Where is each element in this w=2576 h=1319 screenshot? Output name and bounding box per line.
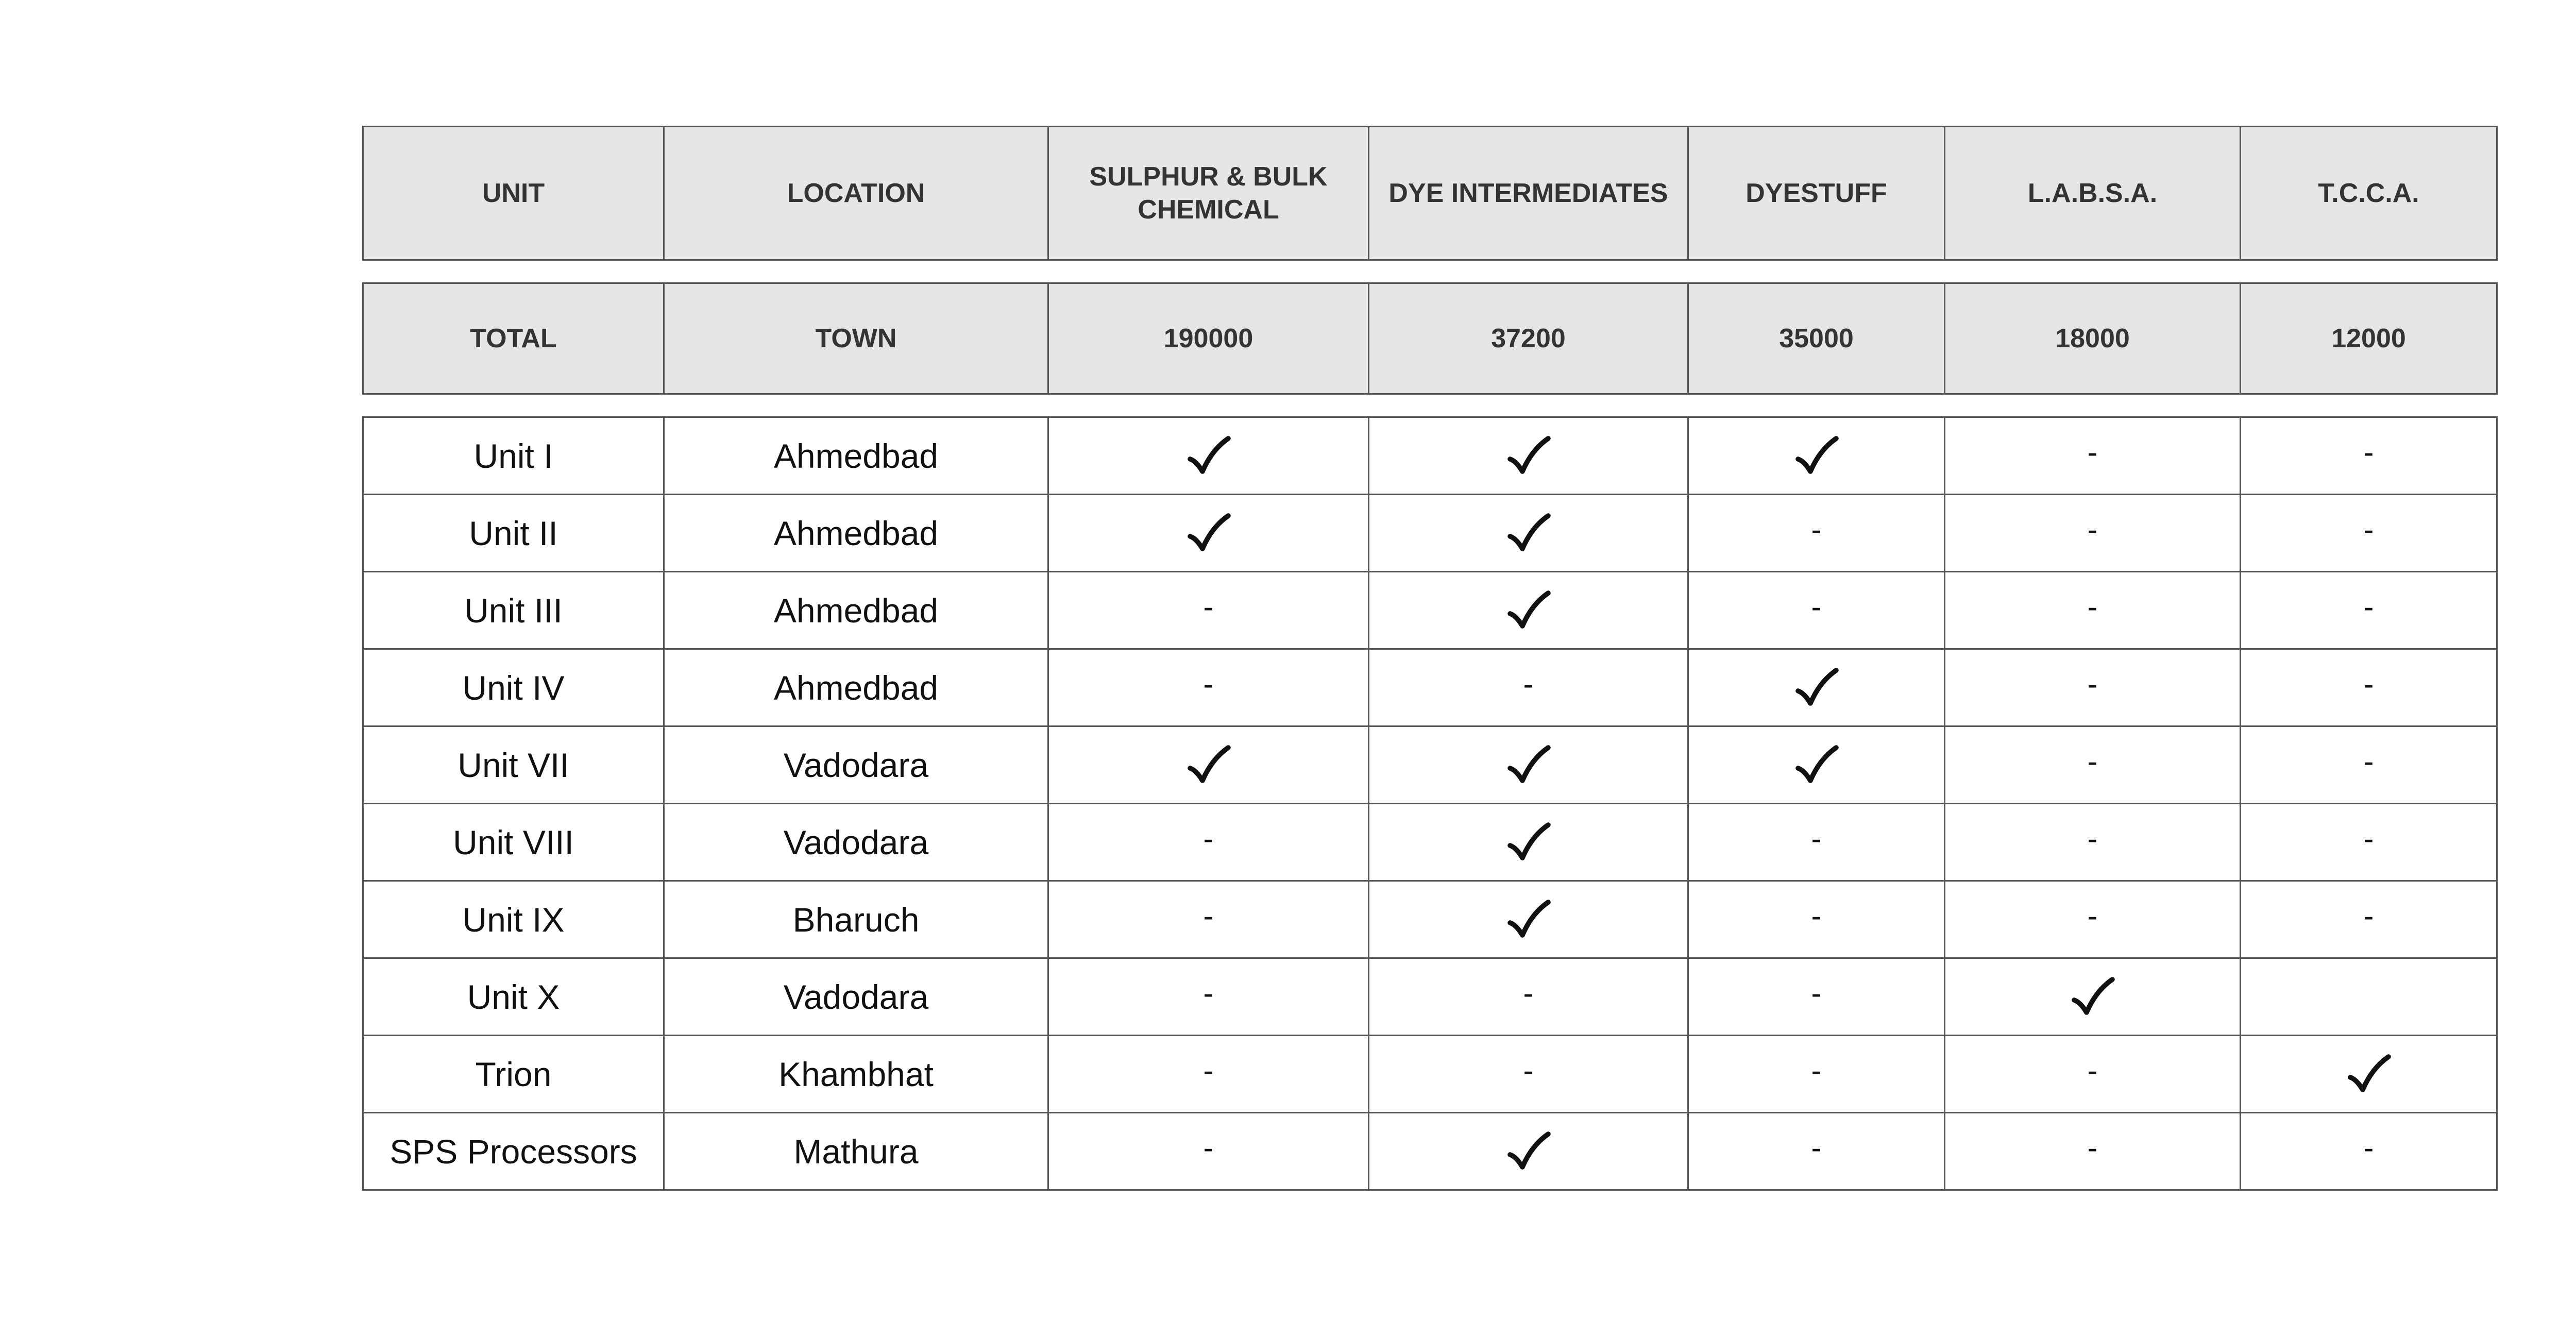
checkmark-icon <box>1504 895 1553 944</box>
dash-mark: - <box>1811 898 1822 933</box>
dash-mark: - <box>2087 743 2098 779</box>
table-row <box>363 572 2497 649</box>
product-cell <box>1945 495 2241 572</box>
total-labsa: 18000 <box>1945 283 2241 394</box>
unit-name: SPS Processors <box>363 1113 664 1190</box>
checkmark-icon <box>1792 431 1841 481</box>
unit-location: Mathura <box>664 1113 1048 1190</box>
unit-location: Khambhat <box>664 1036 1048 1113</box>
unit-location: Vadodara <box>664 726 1048 804</box>
unit-name: Unit II <box>363 495 664 572</box>
table-row <box>363 495 2497 572</box>
dash-mark: - <box>2087 1053 2098 1088</box>
product-cell <box>2241 1113 2497 1190</box>
unit-name: Unit X <box>363 958 664 1036</box>
dash-mark: - <box>2363 589 2374 624</box>
header-labsa: L.A.B.S.A. <box>1945 127 2241 260</box>
product-cell <box>1688 958 1945 1036</box>
dash-mark: - <box>2087 898 2098 933</box>
dash-mark: - <box>1811 1130 1822 1165</box>
dash-mark: - <box>1811 589 1822 624</box>
dash-mark: - <box>1523 666 1534 701</box>
product-cell <box>1945 572 2241 649</box>
units-body <box>363 417 2497 1190</box>
table-row <box>363 804 2497 881</box>
dash-mark: - <box>2087 434 2098 469</box>
product-cell <box>1688 649 1945 726</box>
product-cell <box>1945 649 2241 726</box>
dash-mark: - <box>2087 589 2098 624</box>
product-cell <box>1369 804 1688 881</box>
product-cell <box>1048 804 1369 881</box>
total-dyestuff: 35000 <box>1688 283 1945 394</box>
product-cell <box>1369 958 1688 1036</box>
unit-location: Vadodara <box>664 804 1048 881</box>
product-cell <box>1945 726 2241 804</box>
header-sulphur-bulk-chemical: SULPHUR & BULK CHEMICAL <box>1048 127 1369 260</box>
product-cell <box>1048 726 1369 804</box>
total-label: TOTAL <box>363 283 664 394</box>
dash-mark: - <box>1203 1053 1214 1088</box>
unit-name: Unit VIII <box>363 804 664 881</box>
product-cell <box>2241 417 2497 495</box>
dash-mark: - <box>2363 898 2374 933</box>
unit-name: Unit III <box>363 572 664 649</box>
dash-mark: - <box>1523 975 1534 1010</box>
product-cell <box>1369 417 1688 495</box>
dash-mark: - <box>2363 821 2374 856</box>
dash-mark: - <box>1523 1053 1534 1088</box>
checkmark-icon <box>1792 663 1841 713</box>
product-cell <box>1945 1036 2241 1113</box>
dash-mark: - <box>1203 975 1214 1010</box>
total-sulphur: 190000 <box>1048 283 1369 394</box>
table-row <box>363 417 2497 495</box>
product-cell <box>1369 495 1688 572</box>
dash-mark: - <box>1811 975 1822 1010</box>
product-cell <box>1369 881 1688 958</box>
checkmark-icon <box>2344 1050 2394 1099</box>
dash-mark: - <box>2087 666 2098 701</box>
checkmark-icon <box>1504 740 1553 790</box>
dash-mark: - <box>1811 512 1822 547</box>
table-row <box>363 1036 2497 1113</box>
product-cell <box>1688 1113 1945 1190</box>
product-cell <box>2241 881 2497 958</box>
table-row <box>363 726 2497 804</box>
product-cell <box>1369 1036 1688 1113</box>
table-row <box>363 958 2497 1036</box>
unit-location: Vadodara <box>664 958 1048 1036</box>
unit-location: Ahmedbad <box>664 572 1048 649</box>
units-body-table <box>362 416 2498 1191</box>
product-cell <box>1048 649 1369 726</box>
product-cell <box>1048 572 1369 649</box>
product-cell <box>1688 881 1945 958</box>
product-cell <box>1048 417 1369 495</box>
table-row <box>363 649 2497 726</box>
table-row <box>363 1113 2497 1190</box>
dash-mark: - <box>1203 1130 1214 1165</box>
dash-mark: - <box>2363 666 2374 701</box>
total-tcca: 12000 <box>2241 283 2497 394</box>
product-cell <box>1688 1036 1945 1113</box>
product-cell <box>2241 649 2497 726</box>
unit-name: Unit IV <box>363 649 664 726</box>
checkmark-icon <box>1504 586 1553 635</box>
product-cell <box>1945 958 2241 1036</box>
header-tcca: T.C.C.A. <box>2241 127 2497 260</box>
product-cell <box>2241 495 2497 572</box>
dash-mark: - <box>2087 512 2098 547</box>
dash-mark: - <box>2363 512 2374 547</box>
product-cell <box>1369 1113 1688 1190</box>
dash-mark: - <box>1203 821 1214 856</box>
checkmark-icon <box>1504 1127 1553 1176</box>
product-cell <box>1369 726 1688 804</box>
dash-mark: - <box>2087 1130 2098 1165</box>
dash-mark: - <box>2087 821 2098 856</box>
unit-name: Unit VII <box>363 726 664 804</box>
header-location: LOCATION <box>664 127 1048 260</box>
product-cell <box>1688 726 1945 804</box>
product-cell <box>1688 804 1945 881</box>
checkmark-icon <box>1184 431 1233 481</box>
product-cell <box>1688 572 1945 649</box>
total-town: TOWN <box>664 283 1048 394</box>
product-cell <box>1945 804 2241 881</box>
unit-location: Ahmedbad <box>664 417 1048 495</box>
product-cell <box>1369 572 1688 649</box>
product-cell <box>2241 804 2497 881</box>
header-table <box>362 126 2498 261</box>
dash-mark: - <box>1811 821 1822 856</box>
checkmark-icon <box>1504 818 1553 867</box>
checkmark-icon <box>2068 972 2117 1022</box>
dash-mark: - <box>2363 1130 2374 1165</box>
total-dye-intermediates: 37200 <box>1369 283 1688 394</box>
dash-mark: - <box>2363 434 2374 469</box>
dash-mark: - <box>2363 743 2374 779</box>
product-cell <box>1048 495 1369 572</box>
product-cell <box>1945 1113 2241 1190</box>
product-cell <box>2241 958 2497 1036</box>
total-row <box>363 283 2497 394</box>
dash-mark: - <box>1203 589 1214 624</box>
product-cell <box>1048 1036 1369 1113</box>
product-cell <box>2241 572 2497 649</box>
product-cell <box>1945 417 2241 495</box>
dash-mark: - <box>1203 898 1214 933</box>
product-cell <box>1945 881 2241 958</box>
header-unit: UNIT <box>363 127 664 260</box>
product-cell <box>1369 649 1688 726</box>
unit-location: Bharuch <box>664 881 1048 958</box>
unit-name: Trion <box>363 1036 664 1113</box>
header-row <box>363 127 2497 260</box>
checkmark-icon <box>1504 509 1553 558</box>
product-cell <box>1688 495 1945 572</box>
product-cell <box>1688 417 1945 495</box>
checkmark-icon <box>1184 740 1233 790</box>
dash-mark: - <box>1811 1053 1822 1088</box>
checkmark-icon <box>1792 740 1841 790</box>
unit-name: Unit I <box>363 417 664 495</box>
table-row <box>363 881 2497 958</box>
product-cell <box>2241 1036 2497 1113</box>
unit-location: Ahmedbad <box>664 495 1048 572</box>
product-cell <box>1048 881 1369 958</box>
total-table <box>362 282 2498 395</box>
checkmark-icon <box>1184 509 1233 558</box>
product-cell <box>1048 1113 1369 1190</box>
dash-mark: - <box>1203 666 1214 701</box>
unit-name: Unit IX <box>363 881 664 958</box>
header-dyestuff: DYESTUFF <box>1688 127 1945 260</box>
product-cell <box>1048 958 1369 1036</box>
unit-location: Ahmedbad <box>664 649 1048 726</box>
checkmark-icon <box>1504 431 1553 481</box>
unit-capacity-table <box>362 126 2496 1191</box>
product-cell <box>2241 726 2497 804</box>
header-dye-intermediates: DYE INTERMEDIATES <box>1369 127 1688 260</box>
